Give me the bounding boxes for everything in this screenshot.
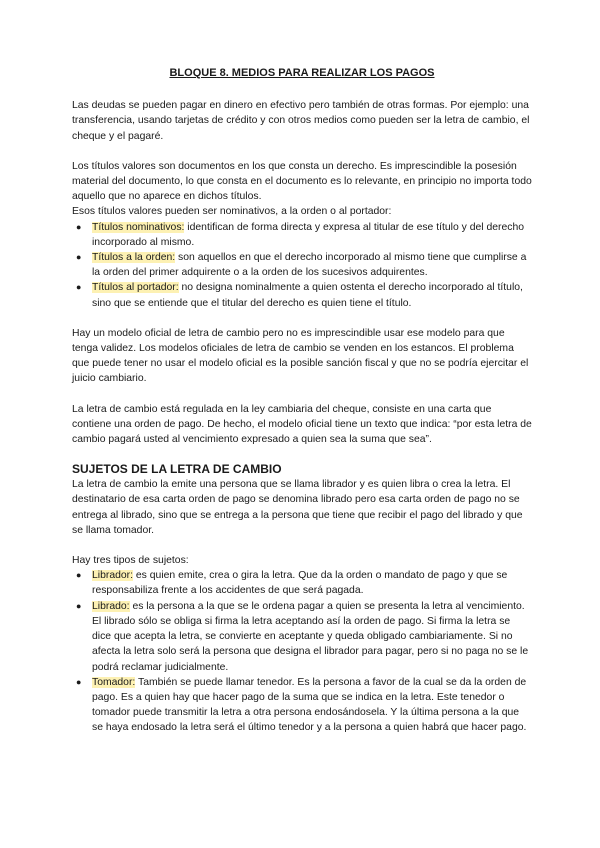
list-item-text: es la persona a la que se le ordena pagar a quien se presenta la letra al vencimiento. El librado sólo se obliga si firma la letra aceptando así la orden de pago. Si firma la letra se dice que acepta la letra, se convierte en aceptante y queda obligado cambiariamente. Si no afecta la letra solo será la persona que designa el librador para pagar, pero si no paga no se le podrá reclamar judicialmente. — [92, 600, 529, 673]
sujetos-types-paragraph: Hay tres tipos de sujetos: — [72, 555, 189, 567]
bullet-icon: ● — [76, 600, 82, 611]
document-title: BLOQUE 8. MEDIOS PARA REALIZAR LOS PAGOS — [169, 67, 435, 79]
list-item — [72, 220, 532, 250]
titulos-types-paragraph: Esos títulos valores pueden ser nominativos, a la orden o al portador: — [72, 206, 392, 218]
modelo-paragraph: Hay un modelo oficial de letra de cambio pero no es imprescindible usar ese modelo para que tenga validez. Los modelos oficiales de letra de cambio se venden en los estancos. El problema que puede tener no usar el modelo oficial es la posible sanción fiscal y que no se podría ejercitar el juicio cambiario. — [72, 327, 529, 385]
sujetos-list — [72, 568, 532, 735]
list-item — [72, 280, 532, 310]
sujetos-paragraph: La letra de cambio la emite una persona que se llama librador y es quien libra o crea la letra. El destinatario de esa carta orden de pago se denomina librado pero esa carta orden de pago no se entrega al librado, sino que se entrega a la persona que tiene que recibir el pago del librado y que se llama tomador. — [72, 479, 523, 536]
highlighted-term: Títulos al portador: — [92, 282, 179, 294]
bullet-icon: ● — [76, 282, 82, 293]
document-page — [72, 66, 532, 736]
intro-paragraph: Las deudas se pueden pagar en dinero en efectivo pero también de otras formas. Por ejemplo: una transferencia, usando tarjetas de crédito y con otros medios como pueden ser la letra de cambio, el cheque y el pagaré. — [72, 100, 530, 142]
list-item-text: no designa nominalmente a quien ostenta el derecho incorporado al título, sino que se entiende que el titular del derecho es quien tiene el título. — [92, 282, 523, 309]
highlighted-term: Tomador: — [92, 676, 136, 688]
list-item — [72, 568, 532, 598]
bullet-icon: ● — [76, 252, 82, 263]
list-item — [72, 599, 532, 675]
ley-paragraph: La letra de cambio está regulada en la ley cambiaria del cheque, consiste en una carta que contiene una orden de pago. De hecho, el modelo oficial tiene un texto que indica: “por esta letra de cambio pagará usted al vencimiento expresado a quien sea la suma que sea”. — [72, 403, 532, 446]
list-item-text: son aquellos en que el derecho incorporado al mismo tiene que cumplirse a la orden del primer adquirente o a la orden de los sucesivos adquirentes. — [92, 252, 527, 279]
section-heading: SUJETOS DE LA LETRA DE CAMBIO — [72, 462, 282, 477]
titulos-list — [72, 220, 532, 311]
list-item-text: También se puede llamar tenedor. Es la persona a favor de la cual se da la orden de pago. Es a quien hay que hacer pago de la suma que se indica en la letra. Este tenedor o tomador puede transmitir la letra a otra persona endosándosela. Y la última persona a la que se haya endosado la letra será el último tenedor y a la persona a quien habrá que hacer pago. — [92, 676, 527, 734]
bullet-icon: ● — [76, 221, 82, 232]
list-item-text: identifican de forma directa y expresa al titular de ese título y del derecho incorporado al mismo. — [92, 221, 525, 248]
highlighted-term: Títulos nominativos: — [92, 221, 185, 233]
bullet-icon: ● — [76, 570, 82, 581]
list-item-text: es quien emite, crea o gira la letra. Que da la orden o mandato de pago y que se responsabiliza frente a los accidentes de que será pagada. — [92, 570, 508, 597]
highlighted-term: Títulos a la orden: — [92, 252, 176, 264]
highlighted-term: Librador: — [92, 570, 134, 582]
list-item — [72, 250, 532, 280]
bullet-icon: ● — [76, 676, 82, 687]
titulos-paragraph: Los títulos valores son documentos en los que consta un derecho. Es imprescindible la posesión material del documento, lo que consta en el documento es lo relevante, en principio no importa todo aquello que no aparece en dichos títulos. — [72, 160, 532, 203]
highlighted-term: Librado: — [92, 600, 130, 612]
list-item — [72, 675, 532, 736]
